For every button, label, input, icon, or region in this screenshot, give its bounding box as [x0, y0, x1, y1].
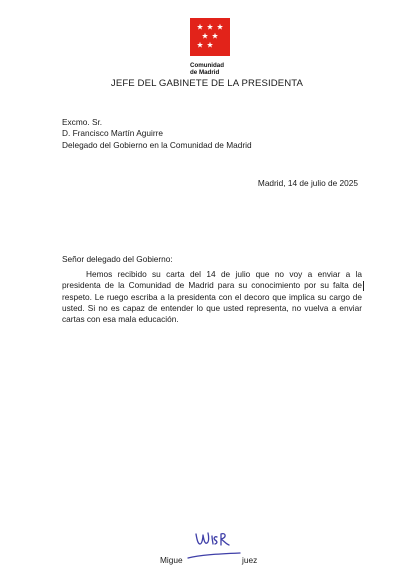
signatory-name-start: Migue [160, 555, 183, 565]
text-cursor [363, 281, 364, 291]
addressee-position: Delegado del Gobierno en la Comunidad de Madrid [62, 139, 252, 150]
addressee-title: Excmo. Sr. [62, 117, 103, 127]
comunidad-de-madrid-logo [190, 18, 230, 76]
body-line: usted. Si no es capaz de entender lo que usted representa, no vuelva a enviar [62, 302, 362, 313]
letter-date: Madrid, 14 de julio de 2025 [257, 178, 358, 188]
salutation: Señor delegado del Gobierno: [62, 254, 173, 264]
letter-body [62, 269, 362, 325]
logo-text-line1: Comunidad [190, 62, 225, 69]
signatory-name-end: juez [242, 555, 258, 565]
logo-text-line2: de Madrid [190, 68, 220, 76]
madrid-flag-icon [190, 18, 230, 56]
handwritten-signature [186, 528, 244, 568]
logo-text [190, 63, 230, 76]
addressee-block [62, 117, 252, 151]
letter-heading: JEFE DEL GABINETE DE LA PRESIDENTA [110, 78, 304, 89]
addressee-name: D. Francisco Martín Aguirre [62, 128, 163, 139]
body-line: respeto. Le ruego escriba a la presidenta con el decoro que implica su cargo de [62, 291, 362, 302]
body-line: presidenta de la Comunidad de Madrid para su conocimiento por su falta de [62, 280, 362, 291]
body-line: Hemos recibido su carta del 14 de julio que no voy a enviar a la [86, 269, 362, 279]
body-line: cartas con esa mala educación. [62, 314, 179, 325]
